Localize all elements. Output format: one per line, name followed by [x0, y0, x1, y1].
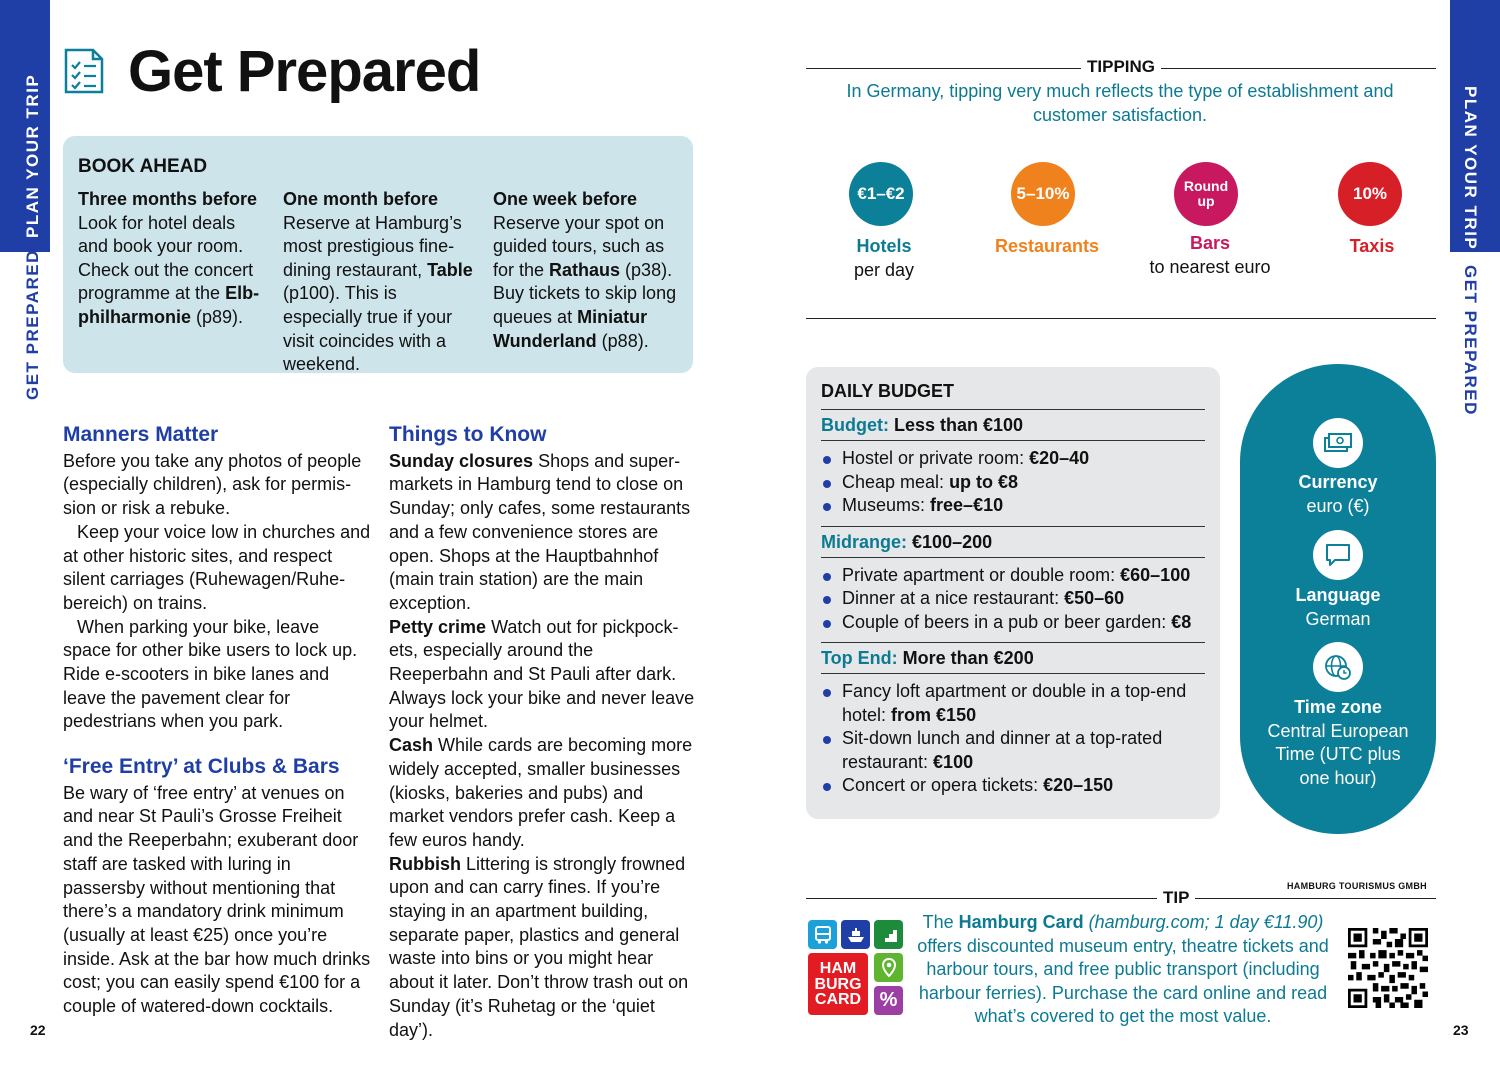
- right-side-tab: [1450, 0, 1500, 1082]
- things-item: Sunday closures Shops and supermarkets in Hamburg tend to close on Sunday; only cafes, some restaurants and a few convenience stores are open. Shops at the Hauptbahnhof (main train station) are the main exception.: [389, 450, 691, 613]
- book-ahead-column: [78, 188, 264, 330]
- budget-item: Cheap meal: up to €8: [821, 471, 1205, 495]
- column-text: Reserve at Hamburg’s most prestigious fine-dining restaurant, Table (p100). This is especially true if your visit coincides with a weekend.: [283, 212, 473, 375]
- bus-icon: [808, 920, 837, 949]
- free-entry-section: [63, 755, 371, 1019]
- budget-level-header: Top End: More than €200: [821, 642, 1205, 674]
- things-to-know-section: [389, 423, 697, 1042]
- tip-badge-restaurants: 5–10%: [1011, 162, 1075, 226]
- free-entry-text: Be wary of ‘free entry’ at venues on and near St Pauli’s Grosse Freiheit and the Reeperbahn; exuberant door staff are tasked with luring in passersby without mentioning that there’s a mandatory drink minimum (usually at least €25) once you’re inside. Ask at the bar how much drinks cost; you can easily spend €100 for a couple of watered-down cocktails.: [63, 782, 371, 1017]
- budget-item: Fancy loft apartment or double in a top-end hotel: from €150: [821, 680, 1205, 727]
- budget-item: Private apartment or double room: €60–100: [821, 564, 1205, 588]
- tip-text: The Hamburg Card (hamburg.com; 1 day €11.90) offers discounted museum entry, theatre tickets and harbour tours, and free public transport (including harbour ferries). Purchase the card online and read what’s covered to get the most value.: [917, 912, 1329, 1027]
- manners-paragraph: Before you take any photos of people (especially children), ask for permission or risk a rebuke.: [63, 450, 362, 519]
- column-text: Look for hotel deals and book your room. Check out the concert programme at the Elbphilharmonie (p89).: [78, 212, 260, 327]
- tip-label-bars: Bars to nearest euro: [1149, 233, 1271, 277]
- left-side-tab: [0, 0, 50, 1082]
- budget-item: Hostel or private room: €20–40: [821, 447, 1205, 471]
- book-ahead-heading: BOOK AHEAD: [78, 156, 208, 177]
- manners-paragraph: When parking your bike, leave space for other bike users to lock up. Ride e-scooters in bike lanes and leave the pavement clear for pedestrians when you park.: [63, 616, 358, 732]
- tip-heading: TIP: [1157, 888, 1195, 908]
- tipping-bottom-rule: [806, 318, 1436, 319]
- image-credit: HAMBURG TOURISMUS GMBH: [1287, 881, 1427, 891]
- page-number-right: 23: [1453, 1022, 1469, 1038]
- budget-heading: DAILY BUDGET: [821, 379, 1205, 410]
- book-ahead-box: [63, 136, 693, 373]
- budget-item: Sit-down lunch and dinner at a top-rated restaurant: €100: [821, 727, 1205, 774]
- location-pin-icon: [874, 953, 903, 982]
- things-item: Cash While cards are becoming more widely accepted, smaller businesses (kiosks, bakeries and pubs) and market vendors prefer cash. Keep a few euros handy.: [389, 735, 693, 850]
- daily-budget-box: [806, 367, 1220, 819]
- free-entry-heading: ‘Free Entry’ at Clubs & Bars: [63, 755, 340, 778]
- tip-rule: [806, 898, 1436, 899]
- speech-bubble-icon: [1313, 530, 1363, 580]
- page-title: Get Prepared: [128, 39, 481, 104]
- manners-paragraph: Keep your voice low in churches and at other historic sites, and respect silent carriages (Ruhewagen/Ruhebereich) on trains.: [63, 521, 371, 613]
- column-heading: Three months before: [78, 189, 258, 209]
- side-tab-plan: PLAN YOUR TRIP: [1461, 86, 1480, 251]
- tip-badge-hotels: €1–€2: [849, 162, 913, 226]
- budget-level-header: Budget: Less than €100: [821, 410, 1205, 441]
- things-item: Petty crime Watch out for pickpockets, especially around the Reeperbahn and St Pauli after dark. Always lock your bike and never leave your helmet.: [389, 616, 695, 732]
- tipping-description: In Germany, tipping very much reflects the type of establishment and customer satisfaction.: [846, 81, 1394, 125]
- tip-label-restaurants: Restaurants: [994, 236, 1100, 256]
- language-info: Language German: [1295, 585, 1381, 629]
- column-text: Reserve your spot on guided tours, such as for the Rathaus (p38). Buy tickets to skip long queues at Miniatur Wunderland (p88).: [493, 212, 677, 351]
- hamburg-card-logo: HAM BURG CARD: [808, 953, 868, 1015]
- tipping-heading: TIPPING: [1081, 57, 1161, 77]
- banknotes-icon: [1313, 418, 1363, 468]
- manners-section: [63, 423, 371, 734]
- checklist-icon: [63, 47, 105, 95]
- things-heading: Things to Know: [389, 423, 547, 446]
- info-pill: [1240, 364, 1436, 834]
- tip-badge-taxis: 10%: [1338, 162, 1402, 226]
- page-number-left: 22: [30, 1022, 46, 1038]
- budget-item: Museums: free–€10: [821, 494, 1205, 518]
- ferry-icon: [841, 920, 870, 949]
- side-tab-plan: PLAN YOUR TRIP: [23, 73, 42, 238]
- currency-info: Currency euro (€): [1298, 472, 1378, 516]
- budget-item: Concert or opera tickets: €20–150: [821, 774, 1205, 798]
- percent-icon: %: [874, 986, 903, 1015]
- budget-level-header: Midrange: €100–200: [821, 526, 1205, 558]
- book-ahead-column: [493, 188, 683, 353]
- qr-code: [1348, 928, 1428, 1008]
- stairs-icon: [874, 920, 903, 949]
- tip-label-taxis: Taxis: [1349, 236, 1395, 256]
- side-tab-section: GET PREPARED: [23, 249, 42, 400]
- tip-badge-bars: Round up: [1174, 162, 1238, 226]
- side-tab-section: GET PREPARED: [1461, 265, 1480, 416]
- tip-label-hotels: Hotels per day: [853, 236, 915, 280]
- book-ahead-column: [283, 188, 473, 377]
- budget-item: Couple of beers in a pub or beer garden: €8: [821, 611, 1205, 635]
- column-heading: One week before: [493, 189, 638, 209]
- globe-clock-icon: [1313, 642, 1363, 692]
- budget-list: [821, 441, 1205, 526]
- budget-list: [821, 674, 1205, 806]
- budget-item: Dinner at a nice restaurant: €50–60: [821, 587, 1205, 611]
- manners-heading: Manners Matter: [63, 423, 219, 446]
- column-heading: One month before: [283, 189, 439, 209]
- budget-list: [821, 558, 1205, 643]
- timezone-info: Time zone Central European Time (UTC plus one hour): [1267, 697, 1409, 788]
- things-item: Rubbish Littering is strongly frowned upon and can carry fines. If you’re staying in an apartment building, separate paper, plastics and general waste into bins or you might hear about it later. Don’t throw trash out on Sunday (it’s Ruhetag or the ‘quiet day’).: [389, 853, 689, 1040]
